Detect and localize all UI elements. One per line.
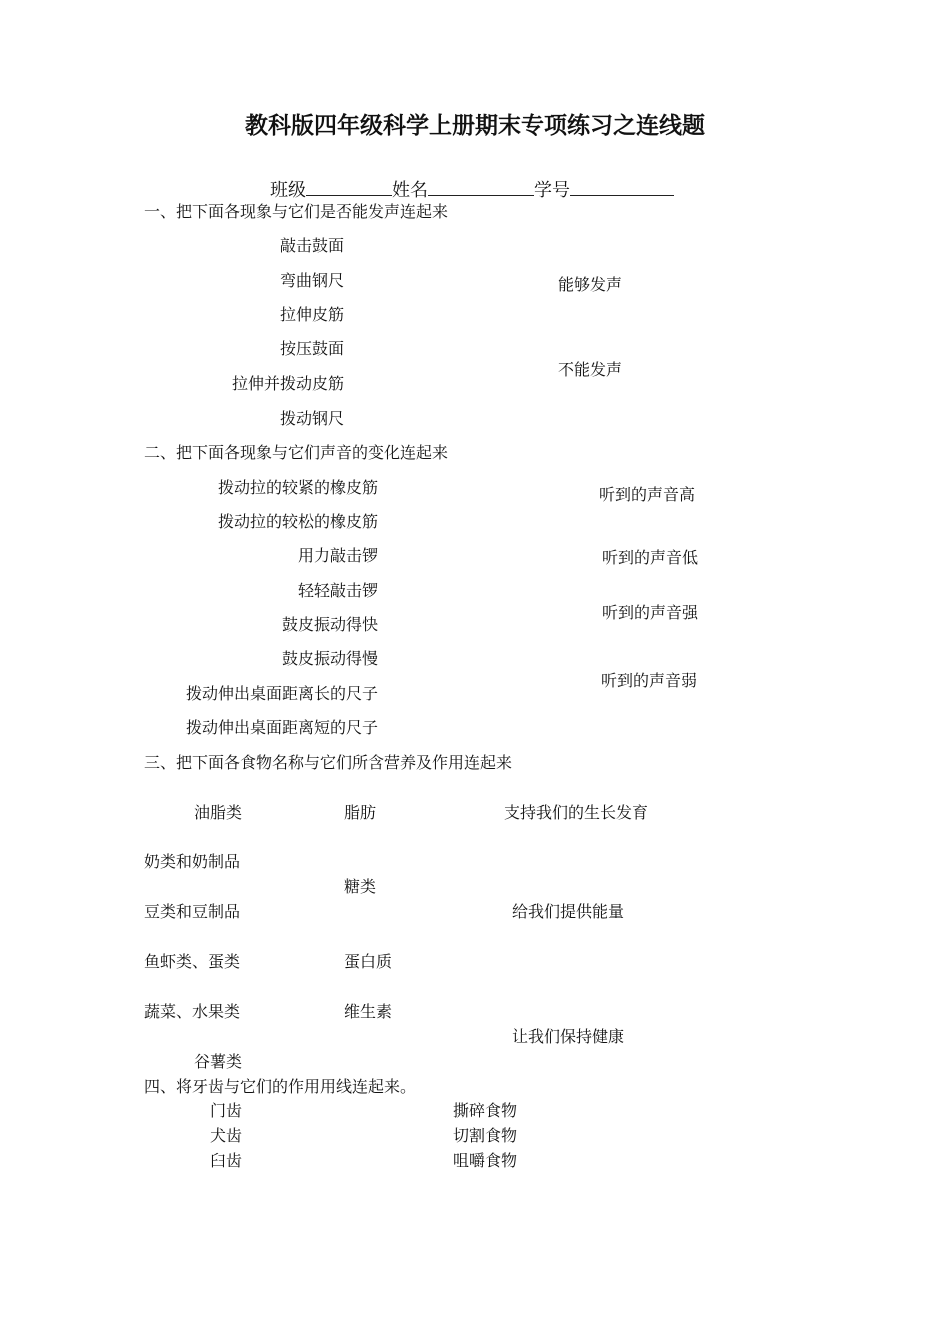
s1-left-item: 弯曲钢尺 [279, 271, 344, 290]
class-label: 班级 [270, 180, 306, 201]
s1-right-item: 能够发声 [558, 275, 623, 294]
s1-right-item: 不能发声 [558, 360, 623, 379]
s2-right-item: 听到的声音弱 [601, 671, 698, 690]
s3-nutrient-item: 脂肪 [344, 803, 377, 822]
s4-function-item: 咀嚼食物 [453, 1151, 518, 1170]
s3-effect-item: 支持我们的生长发育 [504, 803, 649, 822]
s3-effect-item: 让我们保持健康 [512, 1027, 625, 1046]
section1-heading: 一、把下面各现象与它们是否能发声连起来 [144, 202, 449, 221]
s3-food-item: 蔬菜、水果类 [144, 1002, 241, 1021]
s1-left-item: 拉伸并拨动皮筋 [231, 374, 344, 393]
s4-tooth-item: 犬齿 [210, 1126, 243, 1145]
s2-left-item: 拨动拉的较松的橡皮筋 [217, 512, 378, 531]
s2-left-item: 用力敲击锣 [297, 546, 378, 565]
class-blank[interactable] [306, 177, 392, 196]
s2-right-item: 听到的声音高 [599, 485, 696, 504]
s2-left-item: 鼓皮振动得慢 [281, 649, 378, 668]
number-label: 学号 [534, 180, 570, 201]
s3-food-item: 谷薯类 [194, 1052, 243, 1071]
s2-left-item: 鼓皮振动得快 [281, 615, 378, 634]
s3-nutrient-item: 糖类 [344, 877, 377, 896]
number-blank[interactable] [570, 177, 674, 196]
s2-left-item: 拨动伸出桌面距离长的尺子 [185, 684, 378, 703]
s3-food-item: 奶类和奶制品 [144, 852, 241, 871]
s1-left-item: 拉伸皮筋 [279, 305, 344, 324]
s3-food-item: 油脂类 [194, 803, 243, 822]
s1-left-item: 拨动钢尺 [279, 409, 344, 428]
section2-heading: 二、把下面各现象与它们声音的变化连起来 [144, 443, 449, 462]
s2-left-item: 轻轻敲击锣 [297, 581, 378, 600]
s1-left-item: 敲击鼓面 [279, 236, 344, 255]
s3-nutrient-item: 维生素 [344, 1002, 393, 1021]
s4-function-item: 撕碎食物 [453, 1101, 518, 1120]
name-label: 姓名 [392, 180, 428, 201]
section3-heading: 三、把下面各食物名称与它们所含营养及作用连起来 [144, 753, 513, 772]
section4-heading: 四、将牙齿与它们的作用用线连起来。 [144, 1077, 417, 1096]
page-title: 教科版四年级科学上册期末专项练习之连线题 [245, 112, 705, 139]
s3-effect-item: 给我们提供能量 [512, 902, 625, 921]
s4-tooth-item: 臼齿 [210, 1151, 243, 1170]
s3-nutrient-item: 蛋白质 [344, 952, 393, 971]
s3-food-item: 鱼虾类、蛋类 [144, 952, 241, 971]
student-info-line [270, 177, 674, 200]
name-blank[interactable] [428, 177, 534, 196]
s4-tooth-item: 门齿 [210, 1101, 243, 1120]
s1-left-item: 按压鼓面 [279, 339, 344, 358]
s4-function-item: 切割食物 [453, 1126, 518, 1145]
s3-food-item: 豆类和豆制品 [144, 902, 241, 921]
s2-left-item: 拨动拉的较紧的橡皮筋 [217, 478, 378, 497]
s2-right-item: 听到的声音强 [602, 603, 699, 622]
s2-right-item: 听到的声音低 [602, 548, 699, 567]
s2-left-item: 拨动伸出桌面距离短的尺子 [185, 718, 378, 737]
